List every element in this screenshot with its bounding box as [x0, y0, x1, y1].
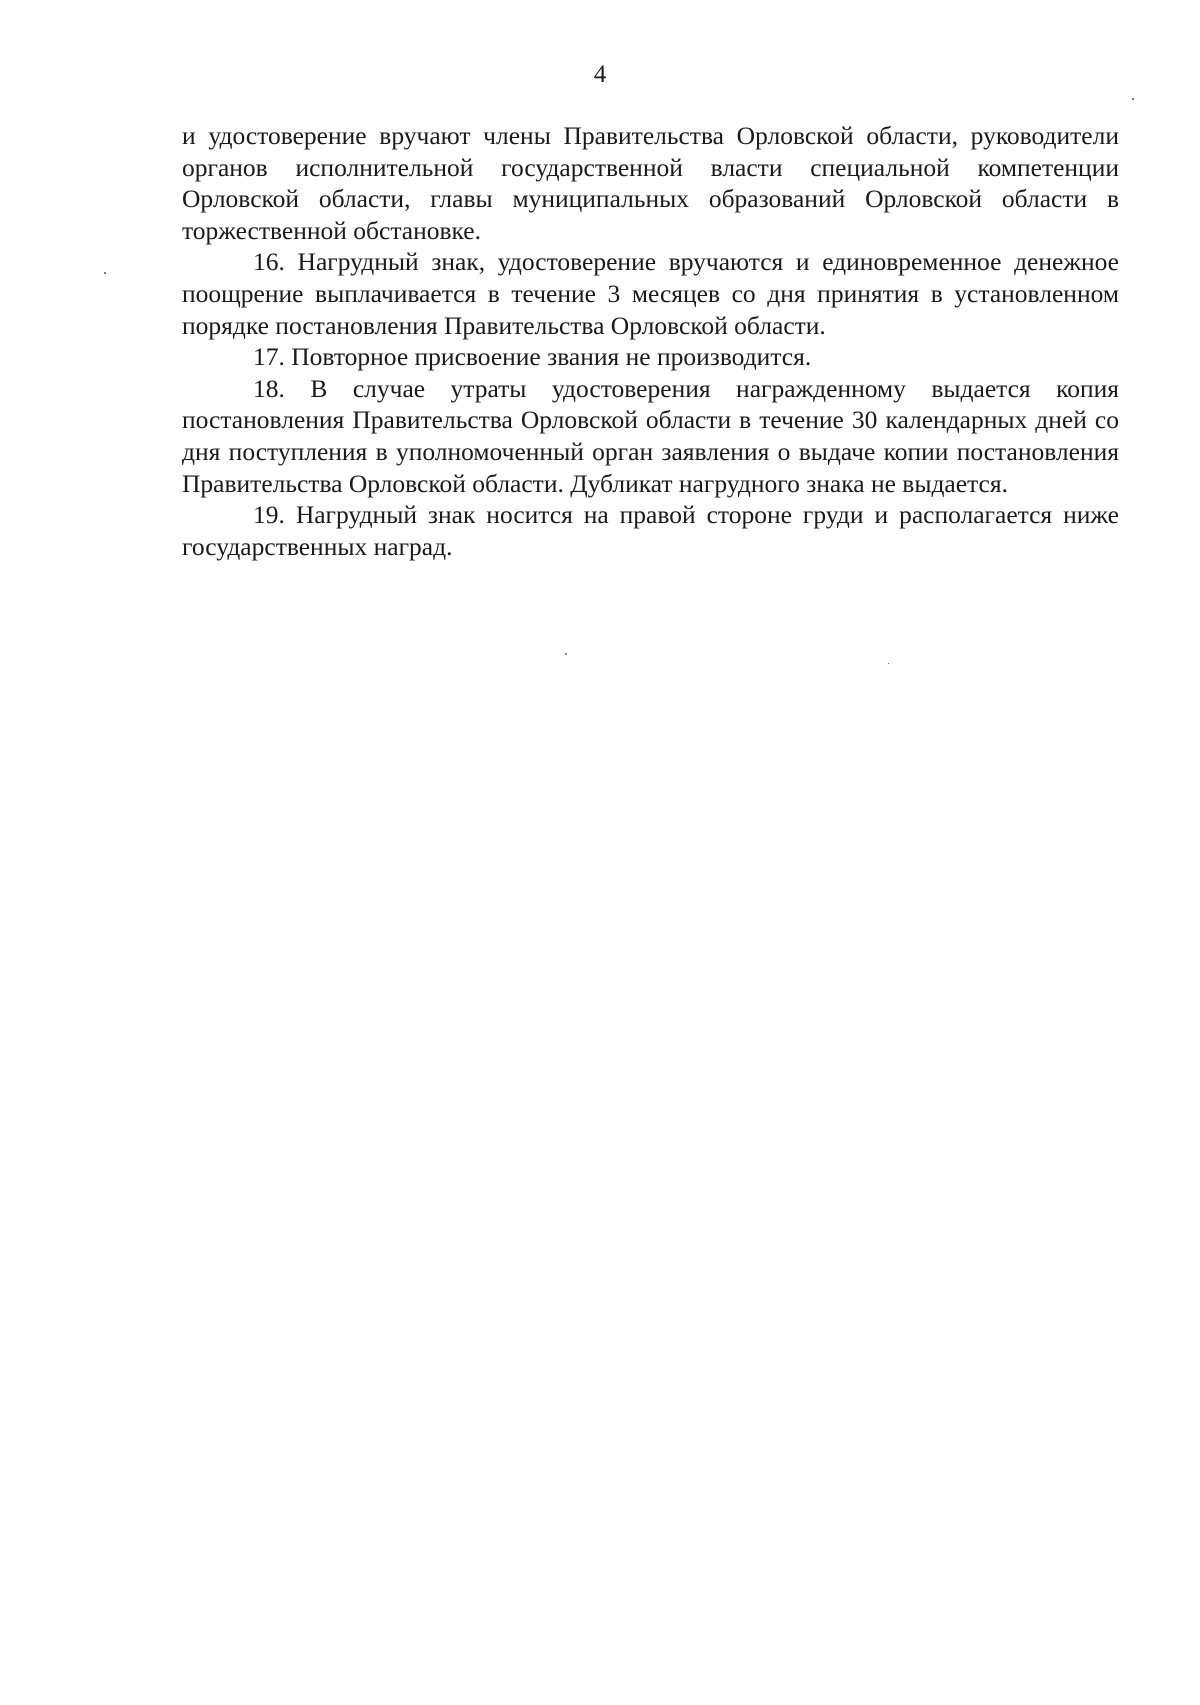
paragraph-17: 17. Повторное присвоение звания не производится. [253, 342, 812, 372]
scan-speck [888, 663, 889, 664]
paragraph-16: 16. Нагрудный знак, удостоверение вручаются и единовременное денежное поощрение выплачивается в течение 3 месяцев со дня принятия в установленном порядке постановления Правительства Орловской области. [182, 247, 1119, 340]
scan-speck [565, 653, 567, 655]
scan-speck [104, 272, 106, 274]
paragraph-19: 19. Нагрудный знак носится на правой стороне груди и располагается ниже государственных наград. [182, 500, 1119, 561]
scan-speck [1132, 98, 1134, 100]
paragraph-18: 18. В случае утраты удостоверения награжденному выдается копия постановления Правительства Орловской области в течение 30 календарных дней со дня поступления в уполномоченный орган заявления о выдаче копии постановления Правительства Орловской области. Дубликат нагрудного знака не выдается. [182, 373, 1119, 498]
page-number: 4 [593, 61, 607, 88]
document-body [182, 120, 1119, 562]
paragraph-continuation: и удостоверение вручают члены Правительства Орловской области, руководители органов исполнительной государственной власти специальной компетенции Орловской области, главы муниципальных образований Орловской области в торжественной обстановке. [182, 121, 1119, 245]
